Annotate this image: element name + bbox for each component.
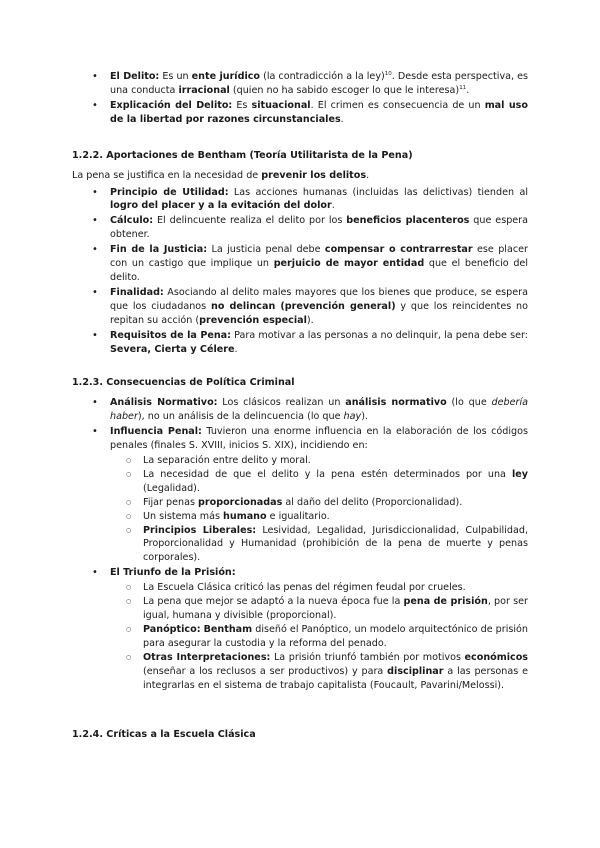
bentham-list: [72, 186, 528, 357]
term: El Delito:: [110, 71, 160, 82]
footnote-ref[interactable]: 11: [459, 84, 467, 91]
sub-list-item: ○ Panóptico: Bentham diseñó el Panóptico, un modelo arquitectónico de prisión para asegurar la custodia y la reforma del penado.: [110, 623, 528, 651]
sub-list-item: ○ Otras Interpretaciones: La prisión triunfó también por motivos económicos (enseñar a los reclusos a ser productivos) y para disciplinar a las personas e integrarlas en el sistema de trabajo capitalista (Foucault, Pavarini/Melossi).: [110, 651, 528, 693]
section-heading-1-2-4: 1.2.4. Críticas a la Escuela Clásica: [72, 729, 256, 741]
list-item: • Cálculo: El delincuente realiza el delito por los beneficios placenteros que espera obtener.: [72, 214, 528, 242]
top-bullet-list: [72, 70, 528, 127]
sub-list: [110, 581, 528, 692]
sub-list: [110, 454, 528, 565]
footnote-ref[interactable]: 10: [384, 71, 392, 77]
section-heading-1-2-2: 1.2.2. Aportaciones de Bentham (Teoría Utilitarista de la Pena): [72, 149, 413, 161]
list-item-explicacion: • Explicación del Delito: Es situacional. El crimen es consecuencia de un mal uso de la libertad por razones circunstanciales.: [72, 99, 528, 127]
list-item: • Finalidad: Asociando al delito males mayores que los bienes que produce, se espera que los ciudadanos no delincan (prevención general) y que los reincidentes no repitan su acción (prevención especial).: [72, 286, 528, 328]
sub-list-item: ○ La necesidad de que el delito y la pena estén determinados por una ley (Legalidad).: [110, 468, 528, 496]
list-item: • Principio de Utilidad: Las acciones humanas (incluidas las delictivas) tienden al logro del placer y a la evitación del dolor.: [72, 186, 528, 214]
list-item-influencia: • Influencia Penal: Tuvieron una enorme influencia en la elaboración de los códigos penales (finales S. XVIII, inicios S. XIX), incidiendo en: ○ La separación entre delito y moral. ○ La necesidad de que el delito y la pena estén determinados por una ley (Legalidad). ○ Fijar penas proporcionadas al daño del delito (Proporcionalidad). ○ Un sistema más humano e igualitario. ○ Principios Liberales: Lesividad, Legalidad, Jurisdiccionalidad, Culpabilidad, Proporcionalidad y Humanidad (prohibición de la pena de muerte y penas corporales).: [72, 425, 528, 565]
sub-list-item: ○ Principios Liberales: Lesividad, Legalidad, Jurisdiccionalidad, Culpabilidad, Proporcionalidad y Humanidad (prohibición de la pena de muerte y penas corporales).: [110, 524, 528, 566]
list-item-el-delito: • El Delito: Es un ente jurídico (la contradicción a la ley)$^{10}$. Desde esta perspectiva, es una conducta irracional (quien no ha sabido escoger lo que le interesa)$^{11}$.: [72, 70, 528, 98]
section-intro: La pena se justifica en la necesidad de prevenir los delitos.: [72, 169, 370, 181]
sub-list-item: ○ Fijar penas proporcionadas al daño del delito (Proporcionalidad).: [110, 496, 528, 510]
list-item-triunfo: • El Triunfo de la Prisión: ○ La Escuela Clásica criticó las penas del régimen feudal por crueles. ○ La pena que mejor se adaptó a la nueva época fue la pena de prisión, por ser igual, humana y divisible (proporcional). ○ Panóptico: Bentham diseñó el Panóptico, un modelo arquitectónico de prisión para asegurar la custodia y la reforma del penado. ○ Otras Interpretaciones: La prisión triunfó también por motivos económicos (enseñar a los reclusos a ser productivos) y para disciplinar a las personas e integrarlas en el sistema de trabajo capitalista (Foucault, Pavarini/Melossi).: [72, 566, 528, 692]
politica-criminal-list: [72, 396, 528, 692]
section-heading-1-2-3: 1.2.3. Consecuencias de Política Criminal: [72, 377, 295, 389]
sub-list-item: ○ Un sistema más humano e igualitario.: [110, 510, 528, 524]
list-item: • Fin de la Justicia: La justicia penal debe compensar o contrarrestar ese placer con un castigo que implique un perjuicio de mayor entidad que el beneficio del delito.: [72, 243, 528, 285]
sub-list-item: ○ La Escuela Clásica criticó las penas del régimen feudal por crueles.: [110, 581, 528, 595]
sub-list-item: ○ La separación entre delito y moral.: [110, 454, 528, 468]
list-item: • Requisitos de la Pena: Para motivar a las personas a no delinquir, la pena debe ser: Severa, Cierta y Célere.: [72, 329, 528, 357]
sub-list-item: ○ La pena que mejor se adaptó a la nueva época fue la pena de prisión, por ser igual, humana y divisible (proporcional).: [110, 595, 528, 623]
list-item-analisis: • Análisis Normativo: Los clásicos realizan un análisis normativo (lo que debería haber), no un análisis de la delincuencia (lo que hay).: [72, 396, 528, 424]
